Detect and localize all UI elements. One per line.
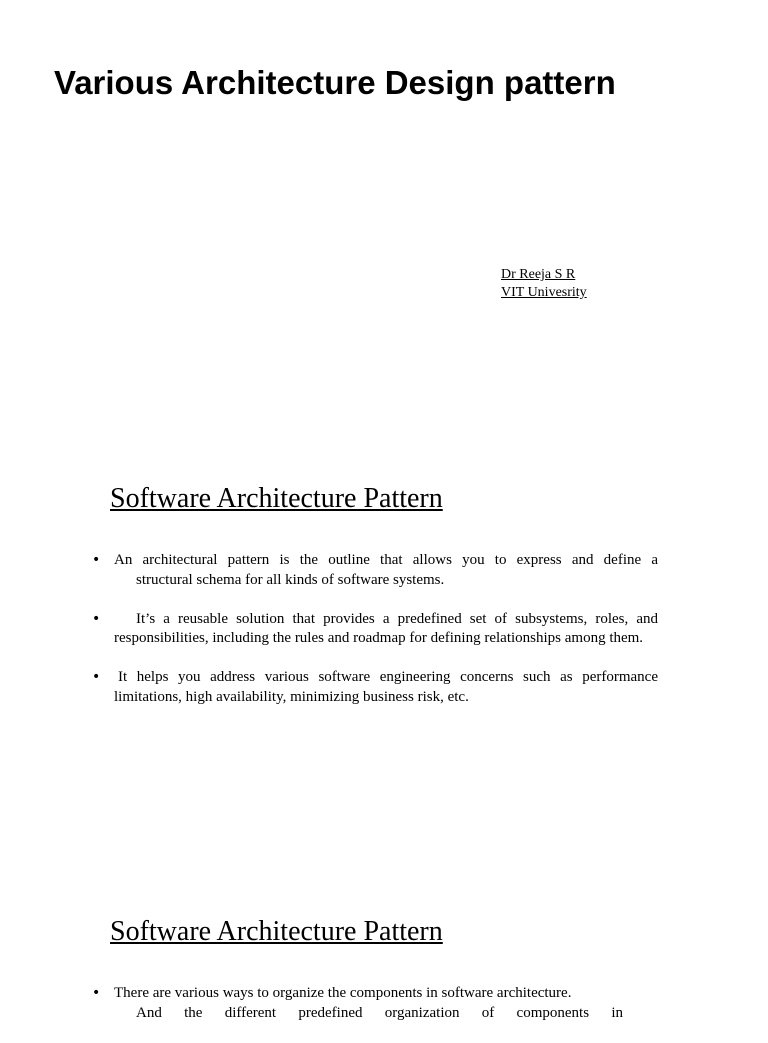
author-affiliation: VIT Univesrity xyxy=(501,285,587,300)
section-heading: Software Architecture Pattern xyxy=(110,916,443,947)
section-heading: Software Architecture Pattern xyxy=(110,483,443,514)
bullet-line: An architectural pattern is the outline that allows you to express and define a xyxy=(114,552,658,568)
bullet-text: It’s a reusable solution that provides a predefined set of subsystems, roles, and responsibilities, including the rules and roadmap for defining relationships among them. xyxy=(114,610,658,646)
bullet-text: It helps you address various software engineering concerns such as performance limitations, high availability, minimizing business risk, etc. xyxy=(114,669,658,705)
bullet-line: structural schema for all kinds of software systems. xyxy=(136,571,445,588)
author-block xyxy=(501,266,587,302)
list-item xyxy=(92,610,658,649)
bullet-icon: • xyxy=(92,610,101,627)
bullet-list xyxy=(92,551,658,727)
bullet-line: There are various ways to organize the components in software architecture. xyxy=(114,985,572,1001)
bullet-icon: • xyxy=(92,985,101,1001)
author-name: Dr Reeja S R xyxy=(501,267,576,282)
list-item xyxy=(92,668,658,707)
bullet-text xyxy=(114,984,623,1023)
slide-title: Various Architecture Design pattern xyxy=(54,64,616,101)
bullet-line: And the different predefined organization of components in xyxy=(136,1004,623,1021)
bullet-icon: • xyxy=(92,552,101,568)
list-item xyxy=(92,984,623,1023)
bullet-text xyxy=(114,551,658,590)
list-item xyxy=(92,551,658,590)
bullet-icon: • xyxy=(92,669,101,685)
bullet-list xyxy=(92,984,623,1043)
